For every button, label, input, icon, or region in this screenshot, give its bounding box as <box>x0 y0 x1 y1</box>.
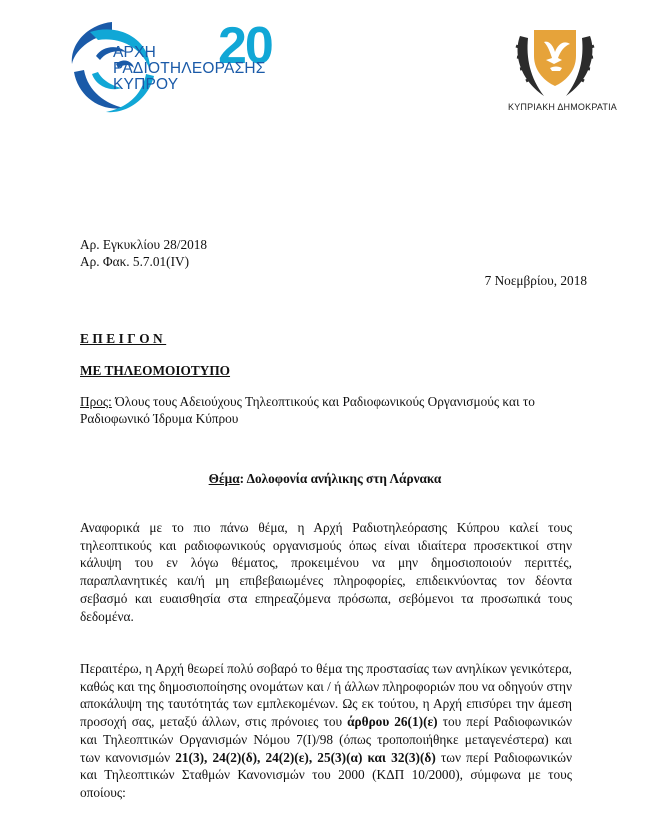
letter-date: 7 Νοεμβρίου, 2018 <box>484 273 587 288</box>
recipients <box>80 393 570 427</box>
letterhead <box>0 0 650 150</box>
republic-emblem <box>500 22 610 112</box>
p2-part-c: του περί Ραδιοφωνικών και Τηλεοπτικών Οργανισμών Νόμου 7(Ι)/98 (όπως τροποποιήθηκε μεταγενέστερα) και των κανονισμών <box>80 714 572 765</box>
cyprus-coat-of-arms-icon <box>500 22 610 104</box>
republic-label: ΚΥΠΡΙΑΚΗ ΔΗΜΟΚΡΑΤΙΑ <box>508 102 618 112</box>
body-paragraph-2 <box>80 660 572 802</box>
reference-block <box>80 236 207 270</box>
body-paragraph-1: Αναφορικά με το πιο πάνω θέμα, η Αρχή Ραδιοτηλεόρασης Κύπρου καλεί τους τηλεοπτικούς και ραδιοφωνικούς οργανισμούς όπως είναι ιδιαίτερα προσεκτικοί στην κάλυψη του εν λόγω θέματος, προκειμένου να μην δημοσιοποιούν περιττές, παραπλανητικές και/ή μη επιβεβαιωμένες πληροφορίες, επιδεικνύοντας τον δέοντα σεβασμό και ευαισθησία στα επηρεαζόμενα πρόσωπα, σεβόμενοι τα προσωπικά τους δεδομένα. <box>80 520 572 624</box>
p2-part-d: των περί Ραδιοφωνικών και Τηλεοπτικών Σταθμών Κανονισμών του 2000 (ΚΔΠ 10/2000), σύμφωνα με τους οποίους: <box>80 749 572 800</box>
urgent-heading: ΕΠΕΙΓΟΝ <box>80 331 167 346</box>
p2-article-ref: άρθρου 26(1)(ε) <box>347 714 438 730</box>
circular-number: Αρ. Εγκυκλίου 28/2018 <box>80 237 208 252</box>
recipients-label: Προς: <box>80 394 112 409</box>
anniversary-number: 20 <box>218 17 272 75</box>
p2-regulation-refs: 21(3), 24(2)(δ), 24(2)(ε), 25(3)(α) και 32(3)(δ) <box>175 749 436 765</box>
p2-part-a: Περαιτέρω, η Αρχή θεωρεί πολύ σοβαρό το θέμα της προστασίας των ανηλίκων γενικότερα, καθώς και της δημοσιοποίησης ονομάτων και / ή άλλων πληροφοριών που να οδηγούν στην αποκάλυψη της ταυτότητάς των εμπλεκομένων. Ως εκ τούτου, η Αρχή επισύρει την άμεση προσοχή σας, μεταξύ άλλων, στις πρόνοιες του <box>80 661 572 730</box>
authority-name-line-1: ΑΡΧΗ <box>113 44 157 61</box>
subject-text: : Δολοφονία ανήλικης στη Λάρνακα <box>239 471 442 486</box>
file-number: Αρ. Φακ. 5.7.01(IV) <box>80 254 190 269</box>
authority-name-line-2: ΡΑΔΙΟΤΗΛΕΟΡΑΣΗΣ <box>113 60 266 77</box>
fax-heading: ΜΕ ΤΗΛΕΟΜΟΙΟΤΥΠΟ <box>80 363 231 378</box>
subject-line <box>0 470 650 487</box>
recipients-text: Όλους τους Αδειούχους Τηλεοπτικούς και Ραδιοφωνικούς Οργανισμούς και το Ραδιοφωνικό Ίδρυμα Κύπρου <box>80 394 535 426</box>
authority-name-line-3: ΚΥΠΡΟΥ <box>113 76 179 93</box>
subject-label: Θέμα <box>208 471 240 486</box>
